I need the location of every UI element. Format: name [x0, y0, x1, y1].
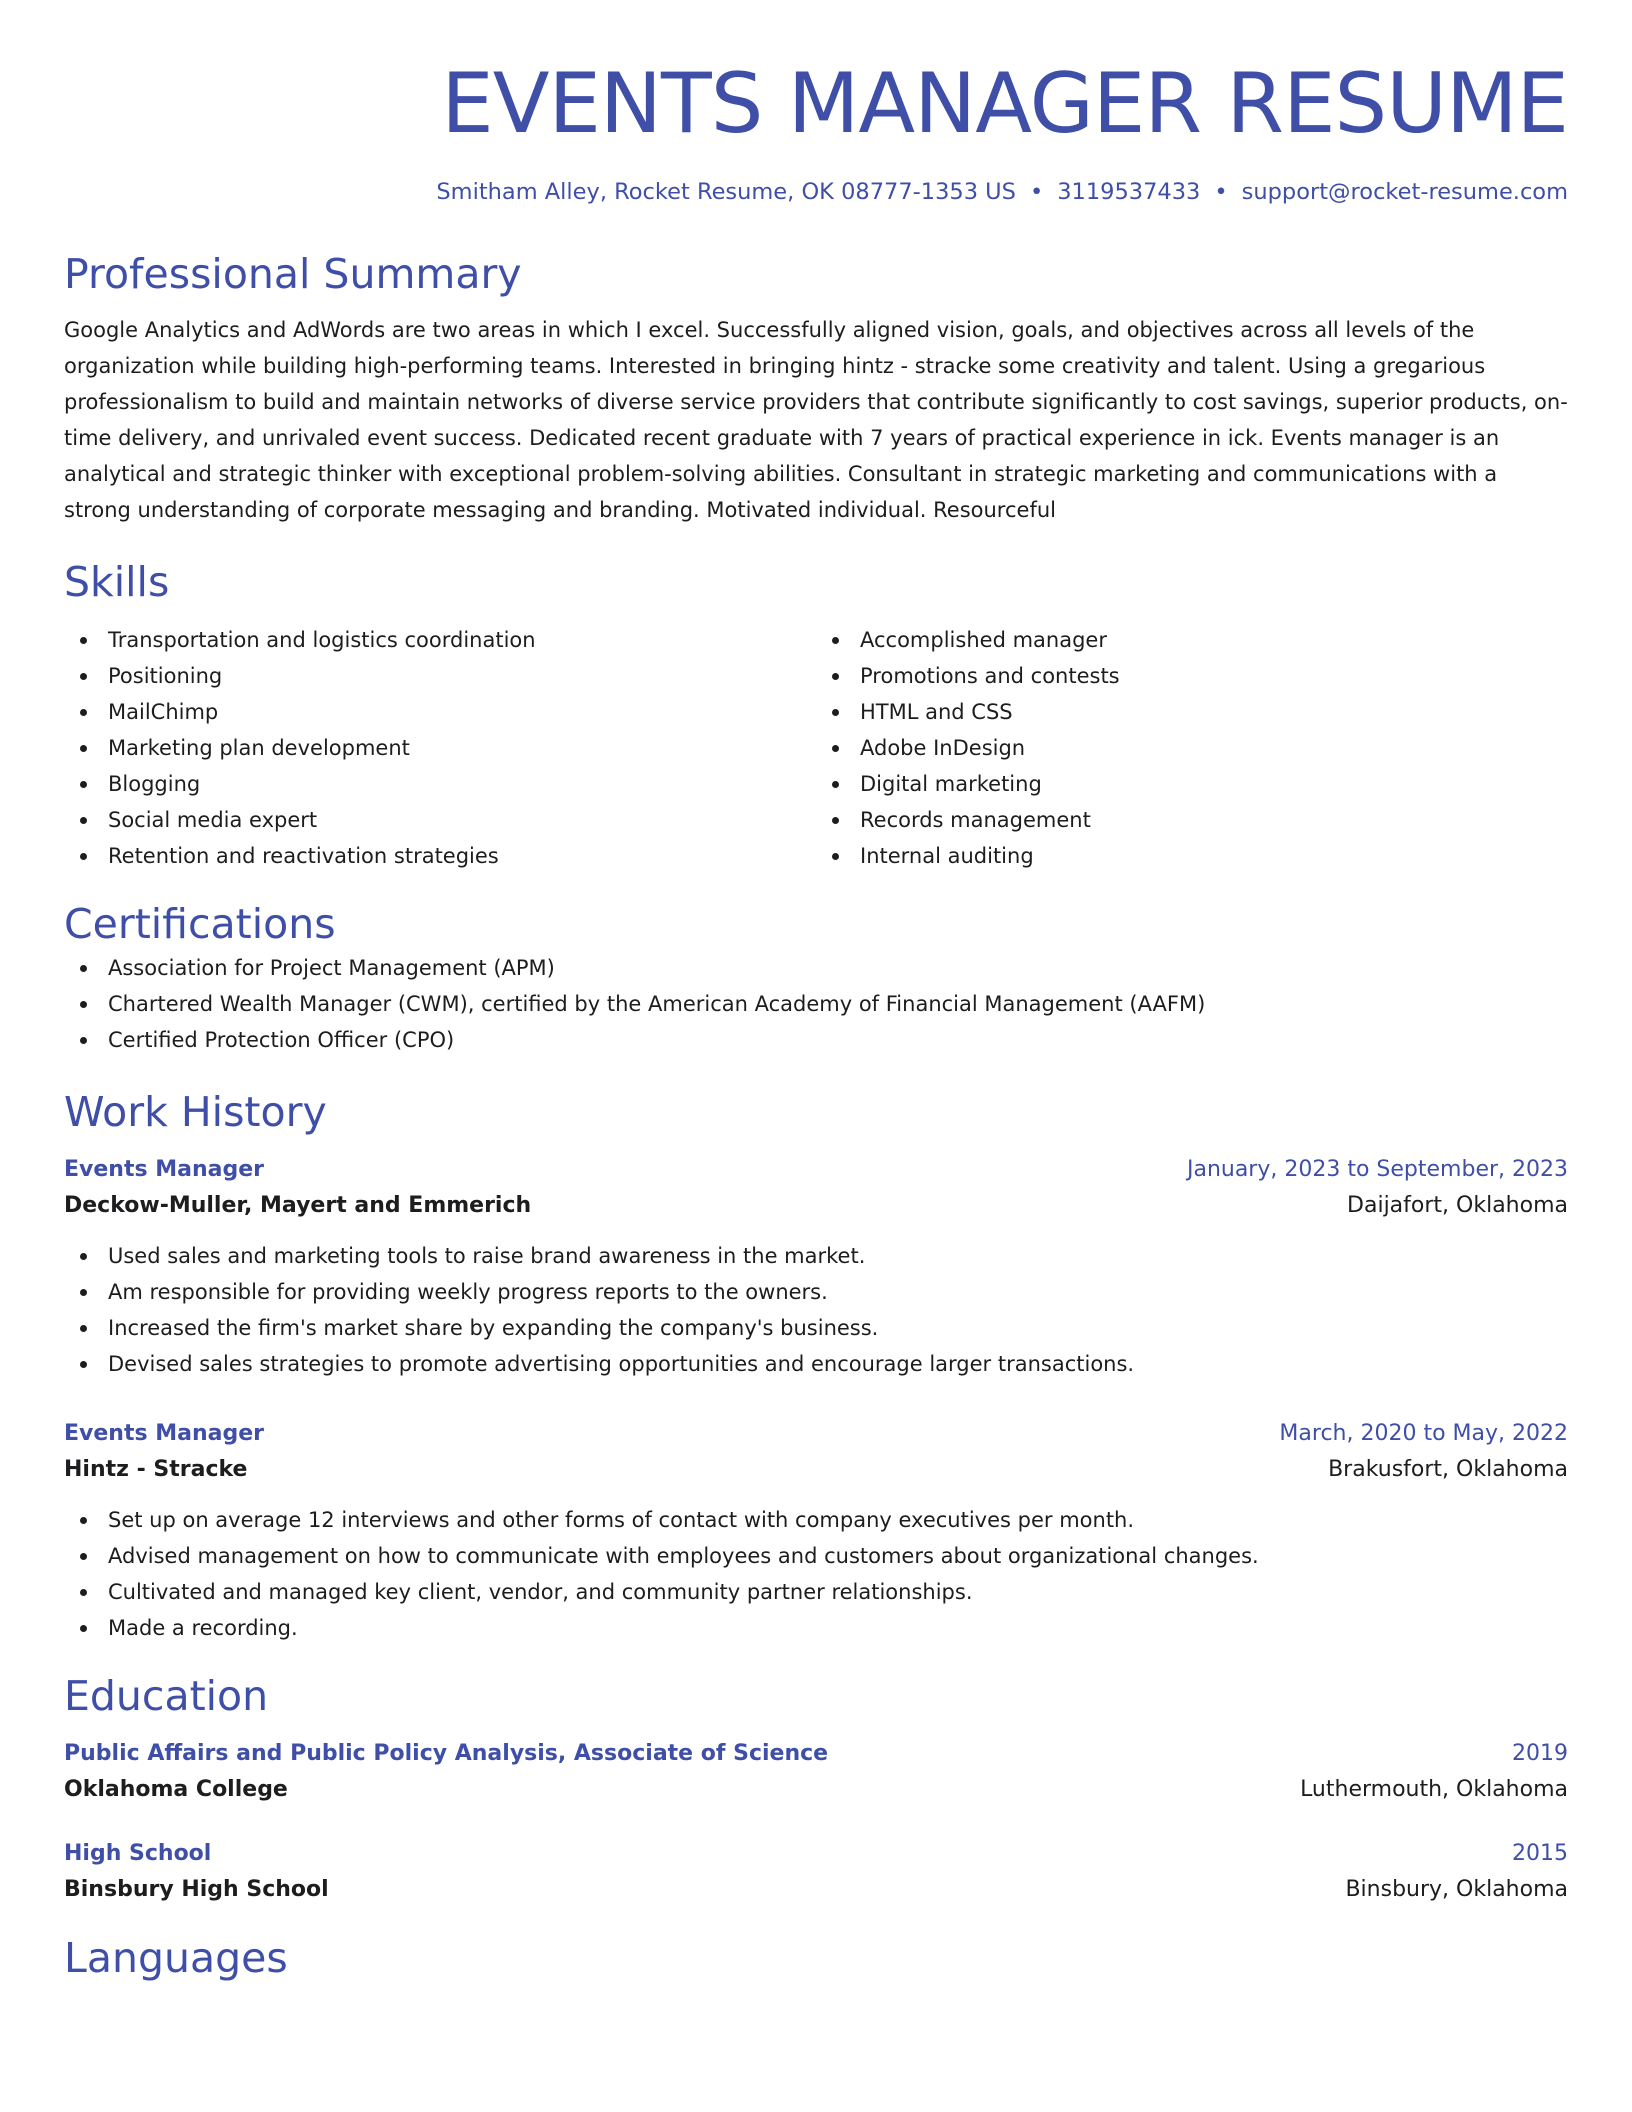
- skill-item: Accomplished manager: [816, 622, 1568, 658]
- section-heading-skills: Skills: [64, 558, 170, 606]
- job-entry: [64, 1152, 1568, 1382]
- certification-item: Chartered Wealth Manager (CWM), certified by the American Academy of Financial Management (AAFM): [64, 986, 1568, 1022]
- education-header-row: [64, 1836, 1568, 1872]
- section-heading-summary: Professional Summary: [64, 250, 522, 298]
- job-bullets: [64, 1502, 1568, 1646]
- skills-grid: [64, 622, 1568, 874]
- section-heading-work-history: Work History: [64, 1088, 327, 1136]
- contact-email[interactable]: support@rocket-resume.com: [1241, 179, 1568, 205]
- resume-page: [64, 0, 1568, 1984]
- education-school-row: [64, 1872, 1568, 1908]
- contact-phone: 3119537433: [1057, 179, 1201, 205]
- section-heading-certifications: Certifications: [64, 900, 336, 948]
- job-dates: January, 2023 to September, 2023: [1186, 1157, 1568, 1182]
- skill-item: Marketing plan development: [64, 730, 816, 766]
- job-title: Events Manager: [64, 1421, 264, 1446]
- skills-column-right: [816, 622, 1568, 874]
- skill-item: Social media expert: [64, 802, 816, 838]
- job-location: Daijafort, Oklahoma: [1347, 1193, 1568, 1218]
- certifications-list: [64, 950, 1568, 1058]
- skill-item: MailChimp: [64, 694, 816, 730]
- job-dates: March, 2020 to May, 2022: [1279, 1421, 1568, 1446]
- job-bullet: Increased the firm's market share by expanding the company's business.: [64, 1310, 1568, 1346]
- education-degree: Public Affairs and Public Policy Analysis, Associate of Science: [64, 1741, 829, 1766]
- education-entry: [64, 1736, 1568, 1808]
- job-entry: [64, 1416, 1568, 1646]
- education-header-row: [64, 1736, 1568, 1772]
- education-year: 2015: [1512, 1841, 1568, 1866]
- skill-item: Retention and reactivation strategies: [64, 838, 816, 874]
- education-location: Luthermouth, Oklahoma: [1300, 1777, 1568, 1802]
- certification-item: Certified Protection Officer (CPO): [64, 1022, 1568, 1058]
- job-title: Events Manager: [64, 1157, 264, 1182]
- skill-item: Blogging: [64, 766, 816, 802]
- skill-item: Internal auditing: [816, 838, 1568, 874]
- education-entry: [64, 1836, 1568, 1908]
- job-company-row: [64, 1188, 1568, 1224]
- skill-item: Adobe InDesign: [816, 730, 1568, 766]
- job-company: Hintz - Stracke: [64, 1457, 248, 1482]
- job-bullet: Advised management on how to communicate with employees and customers about organizational changes.: [64, 1538, 1568, 1574]
- job-bullets: [64, 1238, 1568, 1382]
- section-heading-education: Education: [64, 1672, 269, 1720]
- skill-item: Transportation and logistics coordination: [64, 622, 816, 658]
- contact-separator: •: [1214, 179, 1228, 205]
- certification-item: Association for Project Management (APM): [64, 950, 1568, 986]
- job-bullet: Am responsible for providing weekly progress reports to the owners.: [64, 1274, 1568, 1310]
- skill-item: Records management: [816, 802, 1568, 838]
- job-bullet: Cultivated and managed key client, vendor, and community partner relationships.: [64, 1574, 1568, 1610]
- skill-item: Promotions and contests: [816, 658, 1568, 694]
- education-school: Oklahoma College: [64, 1777, 288, 1802]
- job-header-row: [64, 1416, 1568, 1452]
- contact-address: Smitham Alley, Rocket Resume, OK 08777-1353 US: [436, 179, 1016, 205]
- skills-column-left: [64, 622, 816, 874]
- skill-item: Digital marketing: [816, 766, 1568, 802]
- skill-item: HTML and CSS: [816, 694, 1568, 730]
- section-heading-languages: Languages: [64, 1934, 288, 1982]
- contact-line: [64, 176, 1568, 208]
- education-location: Binsbury, Oklahoma: [1345, 1877, 1568, 1902]
- job-location: Brakusfort, Oklahoma: [1328, 1457, 1568, 1482]
- contact-separator: •: [1029, 179, 1044, 205]
- education-school-row: [64, 1772, 1568, 1808]
- education-degree: High School: [64, 1841, 212, 1866]
- job-bullet: Used sales and marketing tools to raise brand awareness in the market.: [64, 1238, 1568, 1274]
- job-bullet: Made a recording.: [64, 1610, 1568, 1646]
- job-header-row: [64, 1152, 1568, 1188]
- summary-text: Google Analytics and AdWords are two areas in which I excel. Successfully aligned vision, goals, and objectives across all levels of the organization while building high-performing teams. Interested in bringing hintz - stracke some creativity and talent. Using a gregarious professionalism to build and maintain networks of diverse service providers that contribute significantly to cost savings, superior products, on-time delivery, and unrivaled event success. Dedicated recent graduate with 7 years of practical experience in ick. Events manager is an analytical and strategic thinker with exceptional problem-solving abilities. Consultant in strategic marketing and communications with a strong understanding of corporate messaging and branding. Motivated individual. Resourceful: [64, 318, 1568, 522]
- job-company-row: [64, 1452, 1568, 1488]
- resume-title: EVENTS MANAGER RESUME: [441, 55, 1568, 152]
- job-company: Deckow-Muller, Mayert and Emmerich: [64, 1193, 532, 1218]
- job-bullet: Devised sales strategies to promote advertising opportunities and encourage larger transactions.: [64, 1346, 1568, 1382]
- education-year: 2019: [1512, 1741, 1568, 1766]
- education-school: Binsbury High School: [64, 1877, 329, 1902]
- job-bullet: Set up on average 12 interviews and other forms of contact with company executives per month.: [64, 1502, 1568, 1538]
- skill-item: Positioning: [64, 658, 816, 694]
